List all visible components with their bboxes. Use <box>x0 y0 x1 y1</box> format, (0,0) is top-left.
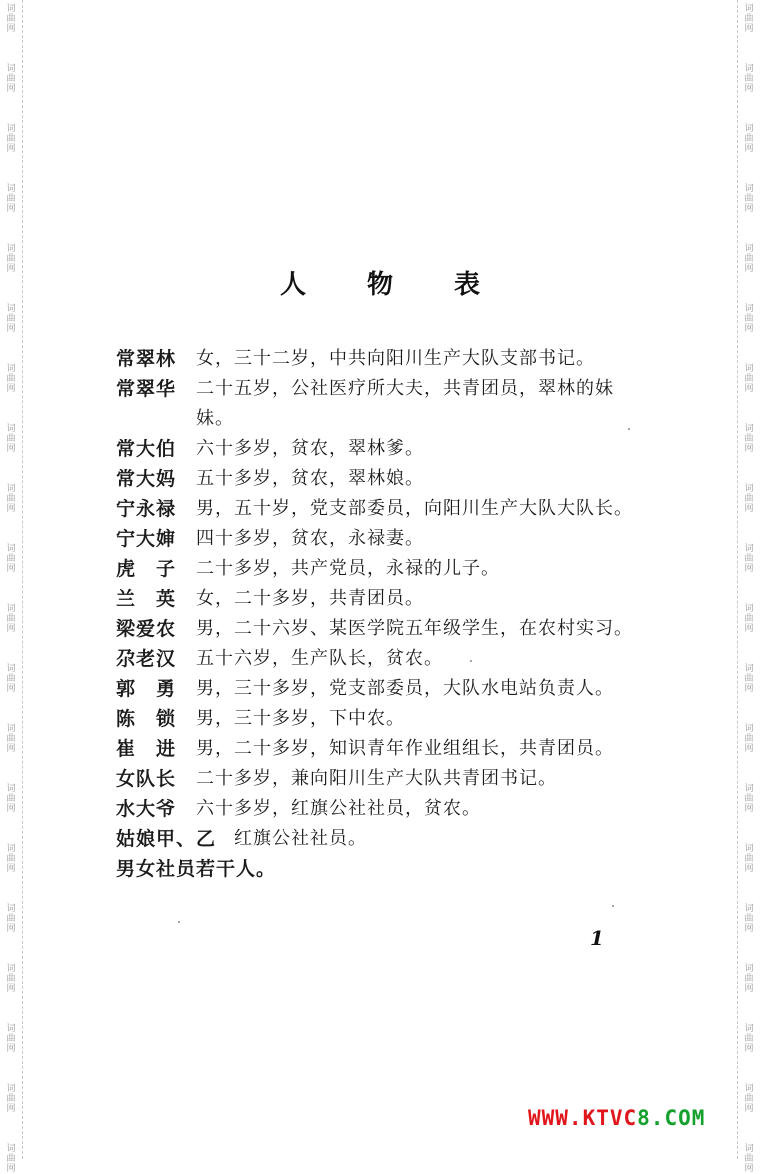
watermark-stamp-char: 曲 <box>6 494 16 504</box>
cast-description: 女，二十多岁，共青团员。 <box>196 588 424 609</box>
watermark-stamp-char: 网 <box>744 744 754 754</box>
cast-name: 尕老汉 <box>116 648 177 670</box>
cast-description: 男，三十多岁，党支部委员，大队水电站负责人。 <box>196 678 614 699</box>
watermark-stamp-char: 曲 <box>6 974 16 984</box>
watermark-stamp-char: 曲 <box>6 794 16 804</box>
cast-name: 水大爷 <box>116 798 177 820</box>
watermark-stamp-char: 词 <box>744 484 754 494</box>
scan-speck <box>470 660 472 662</box>
watermark-stamp-char: 曲 <box>744 314 754 324</box>
watermark-stamp-char: 曲 <box>6 614 16 624</box>
watermark-stamp-char: 词 <box>6 1084 16 1094</box>
watermark-stamp-char: 词 <box>6 484 16 494</box>
cast-row <box>116 524 646 554</box>
watermark-stamp-char: 词 <box>744 184 754 194</box>
scan-speck <box>628 428 630 430</box>
watermark-stamp-char: 网 <box>6 1104 16 1114</box>
site-watermark-part1: WWW.KTVC <box>528 1106 638 1130</box>
cast-name: 郭 勇 <box>116 678 177 700</box>
watermark-stamp-char: 曲 <box>6 734 16 744</box>
watermark-stamp-char: 网 <box>6 1164 16 1174</box>
watermark-stamp <box>2 184 20 214</box>
cast-description: 二十五岁，公社医疗所大夫，共青团员，翠林的妹妹。 <box>196 378 614 429</box>
watermark-stamp-char: 曲 <box>6 914 16 924</box>
left-watermark-strip <box>0 0 23 1174</box>
watermark-stamp-char: 词 <box>744 604 754 614</box>
watermark-stamp-char: 词 <box>744 844 754 854</box>
cast-name: 兰 英 <box>116 588 177 610</box>
watermark-stamp <box>2 64 20 94</box>
cast-description: 五十多岁，贫农，翠林娘。 <box>196 468 424 489</box>
watermark-stamp-char: 曲 <box>6 194 16 204</box>
watermark-stamp <box>2 484 20 514</box>
watermark-stamp <box>2 544 20 574</box>
watermark-stamp <box>2 604 20 634</box>
watermark-stamp-char: 网 <box>6 864 16 874</box>
watermark-stamp-char: 词 <box>744 904 754 914</box>
cast-name: 姑娘甲、乙 <box>116 828 217 850</box>
watermark-stamp-char: 网 <box>6 144 16 154</box>
watermark-stamp <box>740 364 758 394</box>
watermark-stamp-char: 网 <box>744 144 754 154</box>
cast-row <box>116 734 646 764</box>
watermark-stamp-char: 曲 <box>744 554 754 564</box>
watermark-stamp-char: 网 <box>6 624 16 634</box>
watermark-stamp-char: 网 <box>6 84 16 94</box>
watermark-stamp-char: 词 <box>6 904 16 914</box>
cast-description: 二十多岁，共产党员，永禄的儿子。 <box>196 558 500 579</box>
watermark-stamp-char: 曲 <box>744 674 754 684</box>
watermark-stamp <box>740 544 758 574</box>
watermark-stamp <box>740 904 758 934</box>
watermark-stamp-char: 网 <box>744 564 754 574</box>
cast-row <box>116 434 646 464</box>
watermark-stamp-char: 词 <box>744 1024 754 1034</box>
watermark-stamp-char: 网 <box>6 264 16 274</box>
watermark-stamp-char: 词 <box>744 244 754 254</box>
watermark-stamp-char: 曲 <box>744 14 754 24</box>
watermark-stamp-char: 网 <box>6 1044 16 1054</box>
cast-row <box>116 794 646 824</box>
watermark-stamp-char: 词 <box>744 724 754 734</box>
watermark-stamp-char: 网 <box>744 24 754 34</box>
watermark-stamp-char: 词 <box>744 1084 754 1094</box>
watermark-stamp <box>2 1024 20 1054</box>
watermark-stamp-char: 网 <box>6 564 16 574</box>
watermark-stamp-char: 曲 <box>6 134 16 144</box>
watermark-stamp <box>740 184 758 214</box>
cast-row <box>116 824 646 854</box>
watermark-stamp-char: 曲 <box>6 1034 16 1044</box>
watermark-stamp <box>740 484 758 514</box>
cast-description: 男，二十多岁，知识青年作业组组长，共青团员。 <box>196 738 614 759</box>
watermark-stamp-char: 曲 <box>744 1034 754 1044</box>
watermark-stamp-char: 网 <box>6 24 16 34</box>
watermark-stamp-char: 曲 <box>6 1154 16 1164</box>
watermark-stamp <box>2 664 20 694</box>
watermark-stamp-char: 词 <box>744 664 754 674</box>
watermark-stamp-char: 曲 <box>744 1094 754 1104</box>
watermark-stamp-char: 词 <box>6 424 16 434</box>
watermark-stamp-char: 网 <box>744 924 754 934</box>
watermark-stamp-char: 网 <box>6 384 16 394</box>
cast-name: 女队长 <box>116 768 177 790</box>
watermark-stamp-char: 词 <box>744 1144 754 1154</box>
watermark-stamp-char: 词 <box>744 364 754 374</box>
watermark-stamp <box>2 304 20 334</box>
watermark-stamp-char: 词 <box>6 1144 16 1154</box>
watermark-stamp-char: 网 <box>744 1164 754 1174</box>
watermark-stamp-char: 网 <box>6 504 16 514</box>
cast-row <box>116 464 646 494</box>
cast-name: 常翠林 <box>116 348 177 370</box>
watermark-stamp-char: 曲 <box>6 554 16 564</box>
watermark-stamp-char: 词 <box>6 364 16 374</box>
watermark-stamp-char: 网 <box>744 384 754 394</box>
watermark-stamp-char: 曲 <box>744 734 754 744</box>
watermark-stamp <box>740 724 758 754</box>
watermark-stamp-char: 词 <box>744 4 754 14</box>
watermark-stamp-char: 词 <box>6 1024 16 1034</box>
watermark-stamp-char: 网 <box>744 624 754 634</box>
watermark-stamp-char: 词 <box>6 724 16 734</box>
watermark-stamp-char: 词 <box>6 604 16 614</box>
watermark-stamp-char: 词 <box>6 784 16 794</box>
scan-speck <box>612 905 614 907</box>
watermark-stamp <box>740 4 758 34</box>
watermark-stamp-char: 网 <box>6 744 16 754</box>
watermark-stamp-char: 网 <box>744 444 754 454</box>
watermark-stamp <box>2 784 20 814</box>
watermark-stamp-char: 词 <box>744 784 754 794</box>
watermark-stamp-char: 词 <box>6 304 16 314</box>
cast-row <box>116 854 646 884</box>
cast-description: 男，五十岁，党支部委员，向阳川生产大队大队长。 <box>196 498 633 519</box>
cast-row <box>116 554 646 584</box>
watermark-stamp-char: 网 <box>6 444 16 454</box>
cast-description: 男，二十六岁、某医学院五年级学生，在农村实习。 <box>196 618 633 639</box>
watermark-stamp-char: 网 <box>6 984 16 994</box>
watermark-stamp <box>2 904 20 934</box>
watermark-stamp-char: 曲 <box>6 374 16 384</box>
watermark-stamp-char: 网 <box>744 324 754 334</box>
watermark-stamp-char: 曲 <box>744 854 754 864</box>
page-title: 人 物 表 <box>279 270 507 300</box>
watermark-stamp <box>740 124 758 154</box>
cast-description: 红旗公社社员。 <box>234 828 367 849</box>
watermark-stamp-char: 词 <box>744 64 754 74</box>
cast-description: 二十多岁，兼向阳川生产大队共青团书记。 <box>196 768 557 789</box>
cast-description: 女，三十二岁，中共向阳川生产大队支部书记。 <box>196 348 595 369</box>
watermark-stamp <box>740 1024 758 1054</box>
watermark-stamp-char: 网 <box>744 1104 754 1114</box>
watermark-stamp-char: 网 <box>744 804 754 814</box>
watermark-stamp-char: 曲 <box>744 794 754 804</box>
watermark-stamp-char: 词 <box>6 544 16 554</box>
watermark-stamp-char: 曲 <box>744 74 754 84</box>
watermark-stamp-char: 曲 <box>744 974 754 984</box>
watermark-stamp <box>2 724 20 754</box>
watermark-stamp-char: 网 <box>6 924 16 934</box>
watermark-stamp-char: 曲 <box>6 854 16 864</box>
watermark-stamp-char: 词 <box>6 4 16 14</box>
watermark-stamp <box>740 604 758 634</box>
watermark-stamp-char: 曲 <box>744 1154 754 1164</box>
cast-name: 崔 进 <box>116 738 177 760</box>
watermark-stamp-char: 网 <box>744 684 754 694</box>
watermark-stamp <box>740 964 758 994</box>
watermark-stamp-char: 词 <box>6 244 16 254</box>
watermark-stamp-char: 曲 <box>744 914 754 924</box>
watermark-stamp-char: 词 <box>744 544 754 554</box>
watermark-stamp-char: 曲 <box>6 254 16 264</box>
watermark-stamp-char: 网 <box>744 504 754 514</box>
watermark-stamp <box>740 304 758 334</box>
watermark-stamp-char: 词 <box>744 124 754 134</box>
site-watermark-part2: 8.COM <box>637 1106 706 1130</box>
watermark-stamp-char: 词 <box>6 844 16 854</box>
cast-name: 宁大婶 <box>116 528 177 550</box>
cast-description: 五十六岁，生产队长，贫农。 <box>196 648 443 669</box>
watermark-stamp-char: 曲 <box>6 1094 16 1104</box>
watermark-stamp-char: 曲 <box>744 134 754 144</box>
watermark-stamp-char: 曲 <box>744 254 754 264</box>
cast-name: 常大伯 <box>116 438 177 460</box>
cast-name: 常翠华 <box>116 378 177 400</box>
cast-row <box>116 584 646 614</box>
cast-name: 男女社员若干人。 <box>116 858 277 880</box>
watermark-stamp-char: 词 <box>6 64 16 74</box>
cast-row <box>116 374 646 434</box>
cast-name: 虎 子 <box>116 558 177 580</box>
watermark-stamp-char: 曲 <box>744 194 754 204</box>
watermark-stamp-char: 词 <box>744 964 754 974</box>
watermark-stamp <box>2 124 20 154</box>
cast-name: 常大妈 <box>116 468 177 490</box>
watermark-stamp-char: 网 <box>744 864 754 874</box>
watermark-stamp <box>740 664 758 694</box>
watermark-stamp <box>740 1084 758 1114</box>
watermark-stamp-char: 词 <box>6 964 16 974</box>
cast-row <box>116 674 646 704</box>
watermark-stamp-char: 网 <box>744 204 754 214</box>
cast-name: 陈 锁 <box>116 708 177 730</box>
cast-row <box>116 644 646 674</box>
watermark-stamp-char: 曲 <box>6 434 16 444</box>
watermark-stamp <box>2 1144 20 1174</box>
watermark-stamp <box>740 844 758 874</box>
cast-name: 宁永禄 <box>116 498 177 520</box>
site-watermark <box>528 1106 705 1130</box>
cast-row <box>116 764 646 794</box>
cast-description: 六十多岁，贫农，翠林爹。 <box>196 438 424 459</box>
watermark-stamp <box>740 424 758 454</box>
cast-row <box>116 614 646 644</box>
watermark-stamp-char: 网 <box>744 84 754 94</box>
watermark-stamp-char: 曲 <box>6 314 16 324</box>
watermark-stamp <box>2 424 20 454</box>
cast-description: 男，三十多岁，下中农。 <box>196 708 405 729</box>
cast-name: 梁爱农 <box>116 618 177 640</box>
watermark-stamp-char: 词 <box>744 304 754 314</box>
scan-speck <box>178 921 180 923</box>
cast-description: 四十多岁，贫农，永禄妻。 <box>196 528 424 549</box>
page-number: 1 <box>590 926 604 950</box>
watermark-stamp-char: 网 <box>6 204 16 214</box>
watermark-stamp-char: 曲 <box>6 74 16 84</box>
right-watermark-strip <box>737 0 760 1174</box>
watermark-stamp <box>2 1084 20 1114</box>
watermark-stamp <box>2 844 20 874</box>
watermark-stamp-char: 网 <box>744 984 754 994</box>
watermark-stamp-char: 网 <box>6 324 16 334</box>
cast-row <box>116 704 646 734</box>
cast-description: 六十多岁，红旗公社社员，贫农。 <box>196 798 481 819</box>
watermark-stamp-char: 曲 <box>744 434 754 444</box>
watermark-stamp <box>740 1144 758 1174</box>
watermark-stamp-char: 网 <box>6 684 16 694</box>
watermark-stamp <box>740 64 758 94</box>
watermark-stamp-char: 曲 <box>744 494 754 504</box>
watermark-stamp <box>740 784 758 814</box>
cast-row <box>116 344 646 374</box>
watermark-stamp-char: 词 <box>6 184 16 194</box>
watermark-stamp-char: 词 <box>6 664 16 674</box>
watermark-stamp-char: 词 <box>6 124 16 134</box>
watermark-stamp-char: 曲 <box>744 374 754 384</box>
watermark-stamp <box>2 964 20 994</box>
watermark-stamp <box>2 4 20 34</box>
watermark-stamp <box>2 364 20 394</box>
cast-row <box>116 494 646 524</box>
watermark-stamp-char: 网 <box>744 1044 754 1054</box>
watermark-stamp-char: 网 <box>6 804 16 814</box>
watermark-stamp-char: 曲 <box>6 674 16 684</box>
watermark-stamp-char: 网 <box>744 264 754 274</box>
watermark-stamp-char: 曲 <box>744 614 754 624</box>
watermark-stamp-char: 曲 <box>6 14 16 24</box>
cast-list <box>116 344 646 884</box>
watermark-stamp-char: 词 <box>744 424 754 434</box>
